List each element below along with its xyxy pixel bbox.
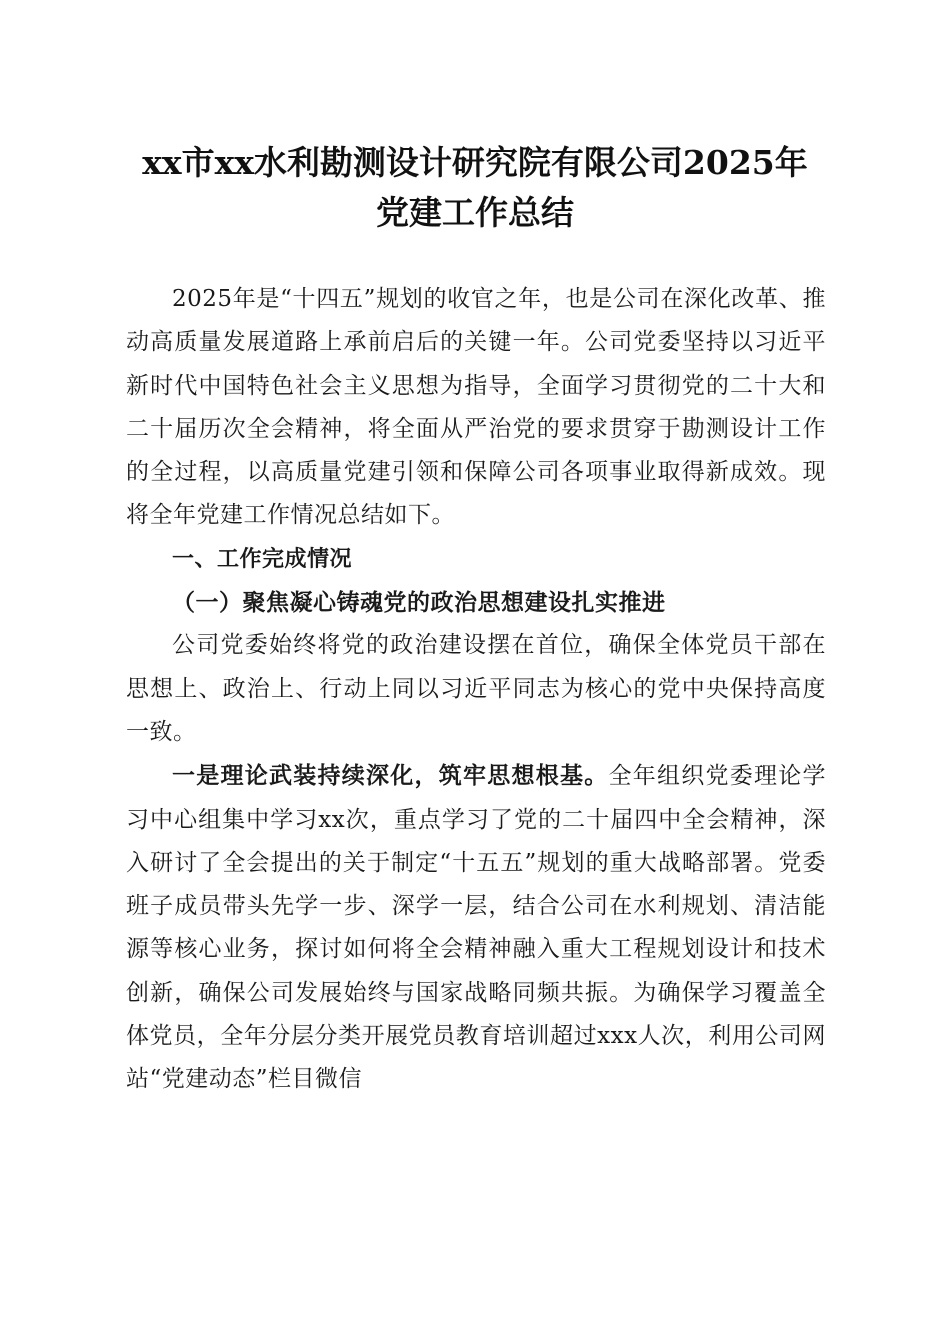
subsection-heading-1: （一）聚焦凝心铸魂党的政治思想建设扎实推进 [172, 589, 666, 617]
point-lead: 一是理论武装持续深化，筑牢思想根基。 [172, 762, 609, 790]
point-text: 全年组织党委理论学习中心组集中学习xx次，重点学习了党的二十届四中全会精神，深入研讨了全会提出的关于制定“十五五”规划的重大战略部署。党委班子成员带头先学一步、深学一层，结合公司在水利规划、清洁能源等核心业务，探讨如何将全会精神融入重大工程规划设计和技术创新，确保公司发展始终与国家战略同频共振。为确保学习覆盖全体党员，全年分层分类开展党员教育培训超过xxx人次，利用公司网站“党建动态”栏目微信 [126, 763, 826, 1093]
section-heading-1: 一、工作完成情况 [172, 546, 353, 572]
subsection-paragraph: 公司党委始终将党的政治建设摆在首位，确保全体党员干部在思想上、政治上、行动上同以习近平同志为核心的党中央保持高度一致。 [126, 632, 826, 745]
title-line-1: xx市xx水利勘测设计研究院有限公司2025年 [142, 143, 808, 182]
document-title [100, 138, 850, 238]
intro-paragraph: 2025年是“十四五”规划的收官之年，也是公司在深化改革、推动高质量发展道路上承前启后的关键一年。公司党委坚持以习近平新时代中国特色社会主义思想为指导，全面学习贯彻党的二十大和二十届历次全会精神，将全面从严治党的要求贯穿于勘测设计工作的全过程，以高质量党建引领和保障公司各项事业取得新成效。现将全年党建工作情况总结如下。 [126, 286, 826, 529]
title-line-2: 党建工作总结 [376, 193, 574, 232]
document-body [126, 278, 826, 1102]
point-paragraph [126, 754, 826, 1101]
